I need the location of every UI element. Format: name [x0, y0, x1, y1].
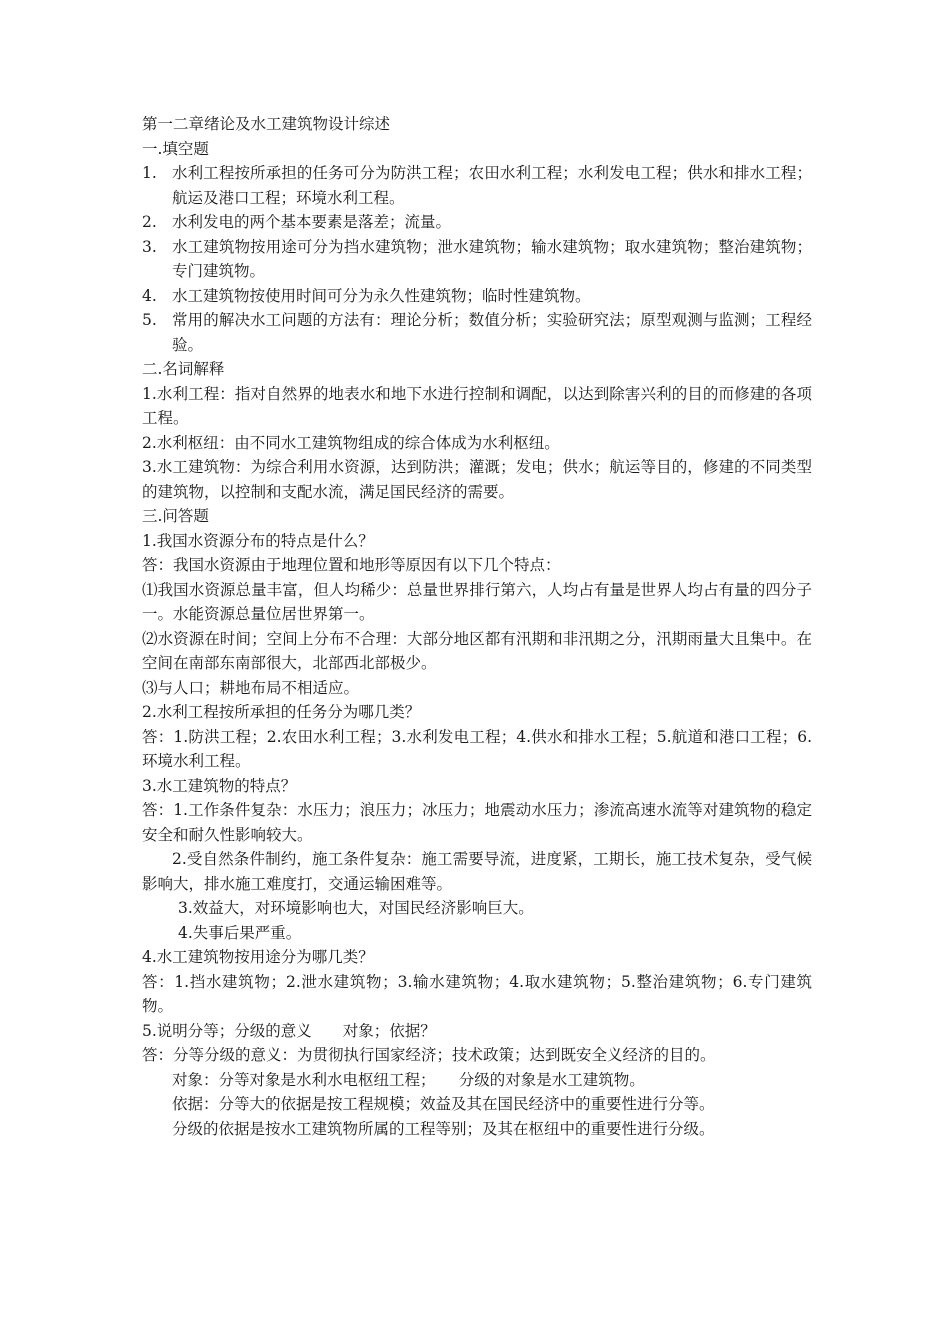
term-definition: 3.水工建筑物：为综合利用水资源，达到防洪；灌溉；发电；供水；航运等目的，修建的不同类型的建筑物，以控制和支配水流，满足国民经济的需要。 [142, 458, 812, 501]
question-5: 5.说明分等；分级的意义 对象；依据？ [142, 1021, 436, 1040]
answer-3-part-4: 4.失事后果严重。 [178, 923, 302, 942]
section-heading-qa: 三.问答题 [142, 507, 209, 525]
document-content [142, 112, 812, 1141]
list-item [142, 284, 812, 309]
item-text: 水利工程按所承担的任务可分为防洪工程；农田水利工程；水利发电工程；供水和排水工程；航运及港口工程；环境水利工程。 [172, 164, 812, 207]
answer-1-point-2: ⑵水资源在时间；空间上分布不合理：大部分地区都有汛期和非汛期之分，汛期雨量大且集中。在空间在南部东南部很大，北部西北部极少。 [142, 629, 812, 672]
question-4: 4.水工建筑物按用途分为哪几类？ [142, 948, 374, 966]
question-2: 2.水利工程按所承担的任务分为哪几类？ [142, 703, 421, 721]
item-number: 1. [142, 164, 157, 182]
section-heading-fill-in: 一.填空题 [142, 139, 209, 158]
item-number: 2. [142, 213, 157, 231]
answer-5-part-2: 对象：分等对象是水利水电枢纽工程； 分级的对象是水工建筑物。 [172, 1070, 645, 1089]
section-heading-terms: 二.名词解释 [142, 360, 225, 378]
answer-3-part-1: 答：1.工作条件复杂：水压力；浪压力；冰压力；地震动水压力；渗流高速水流等对建筑物的稳定安全和耐久性影响较大。 [142, 801, 812, 844]
answer-5-part-3: 依据：分等大的依据是按工程规模；效益及其在国民经济中的重要性进行分等。 [172, 1095, 715, 1113]
item-number: 3. [142, 237, 157, 256]
document-title: 第一二章绪论及水工建筑物设计综述 [142, 115, 391, 133]
answer-3-part-3: 3.效益大，对环境影响也大，对国民经济影响巨大。 [178, 899, 534, 917]
item-text: 水工建筑物按用途可分为挡水建筑物；泄水建筑物；输水建筑物；取水建筑物；整治建筑物；专门建筑物。 [172, 237, 812, 280]
answer-1-intro: 答：我国水资源由于地理位置和地形等原因有以下几个特点： [142, 556, 561, 574]
question-1: 1.我国水资源分布的特点是什么？ [142, 531, 374, 550]
term-definition: 2.水利枢纽：由不同水工建筑物组成的综合体成为水利枢纽。 [142, 433, 560, 452]
answer-3-part-2: 2.受自然条件制约，施工条件复杂：施工需要导流，进度紧，工期长，施工技术复杂，受气候影响大，排水施工难度打，交通运输困难等。 [142, 850, 812, 893]
question-3: 3.水工建筑物的特点？ [142, 776, 297, 795]
item-text: 水利发电的两个基本要素是落差；流量。 [172, 213, 452, 231]
list-item [142, 308, 812, 357]
answer-1-point-1: ⑴我国水资源总量丰富，但人均稀少：总量世界排行第六，人均占有量是世界人均占有量的四分子一。水能资源总量位居世界第一。 [142, 580, 812, 623]
answer-2: 答：1.防洪工程；2.农田水利工程；3.水利发电工程；4.供水和排水工程；5.航道和港口工程；6.环境水利工程。 [142, 727, 812, 770]
term-definition: 1.水利工程：指对自然界的地表水和地下水进行控制和调配，以达到除害兴利的目的而修建的各项工程。 [142, 384, 812, 427]
list-item [142, 161, 812, 210]
list-item [142, 210, 812, 235]
item-number: 5. [142, 311, 157, 329]
answer-5-part-4: 分级的依据是按水工建筑物所属的工程等别；及其在枢纽中的重要性进行分级。 [172, 1119, 715, 1138]
item-text: 水工建筑物按使用时间可分为永久性建筑物；临时性建筑物。 [172, 286, 591, 305]
answer-1-point-3: ⑶与人口；耕地布局不相适应。 [142, 678, 360, 697]
item-number: 4. [142, 286, 157, 305]
answer-5-part-1: 答：分等分级的意义：为贯彻执行国家经济；技术政策；达到既安全义经济的目的。 [142, 1046, 716, 1064]
list-item [142, 235, 812, 284]
item-text: 常用的解决水工问题的方法有：理论分析；数值分析；实验研究法；原型观测与监测；工程经验。 [172, 311, 812, 354]
answer-4: 答：1.挡水建筑物；2.泄水建筑物；3.输水建筑物；4.取水建筑物；5.整治建筑物；6.专门建筑物。 [142, 972, 812, 1015]
